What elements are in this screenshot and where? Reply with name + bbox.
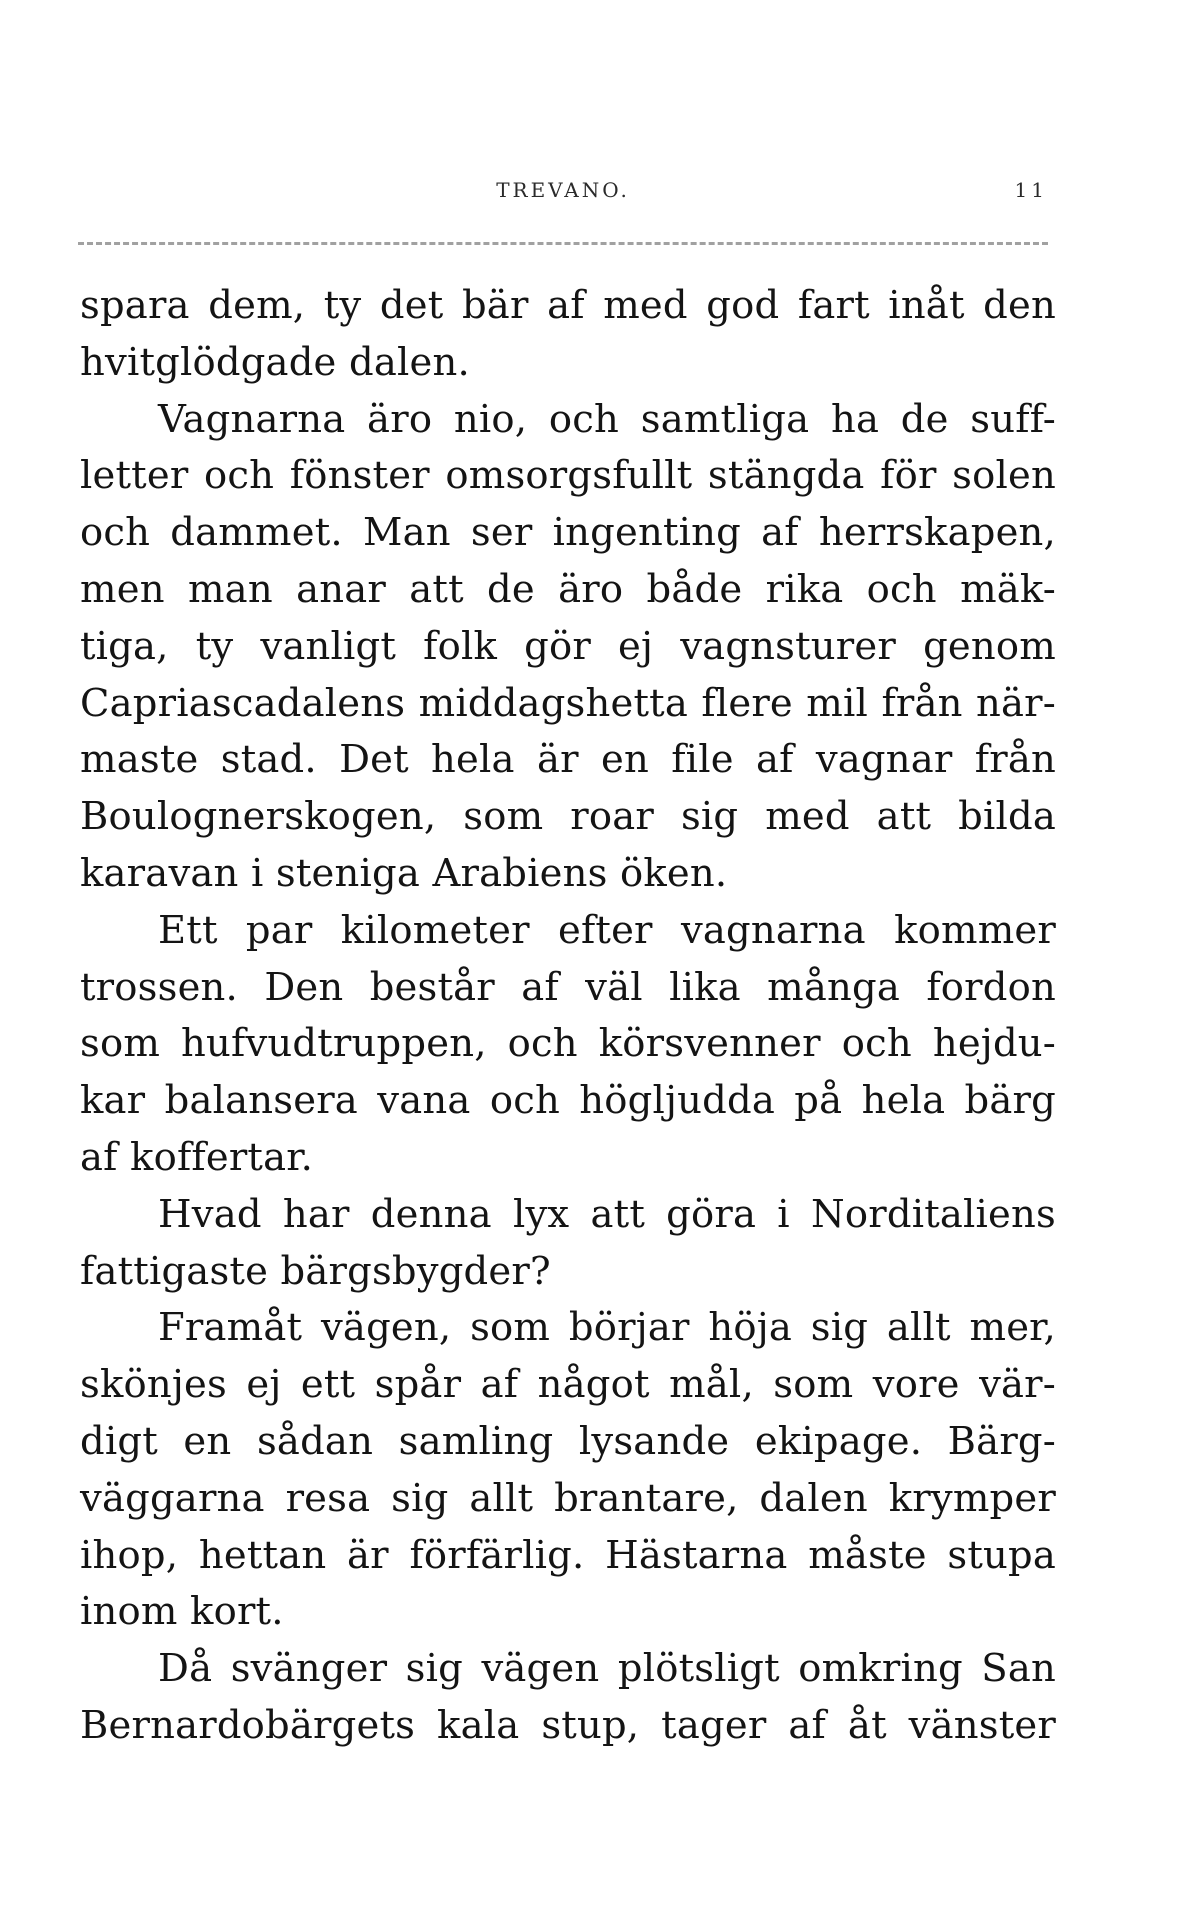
- page-number: 11: [1014, 178, 1048, 202]
- text-line: kar balansera vana och högljudda på hela bärg: [80, 1078, 1056, 1124]
- text-line: hvitglödgade dalen.: [80, 339, 470, 385]
- text-line: tiga, ty vanligt folk gör ej vagnsturer genom: [80, 623, 1056, 669]
- text-line: Capriascadalens middagshetta flere mil från när-: [80, 680, 1056, 726]
- text-line: spara dem, ty det bär af med god fart inåt den: [80, 283, 1056, 328]
- body-text: [80, 278, 1056, 1755]
- text-line: ihop, hettan är förfärlig. Hästarna måste stupa: [80, 1532, 1056, 1578]
- running-title: TREVANO.: [496, 178, 630, 202]
- text-line: inom kort.: [80, 1589, 284, 1635]
- text-line: men man anar att de äro både rika och mäk-: [80, 566, 1056, 612]
- text-line: karavan i steniga Arabiens öken.: [80, 850, 728, 896]
- text-line: som hufvudtruppen, och körsvenner och hejdu-: [80, 1021, 1056, 1067]
- text-line: väggarna resa sig allt brantare, dalen krymper: [80, 1475, 1056, 1521]
- text-line: letter och fönster omsorgsfullt stängda för solen: [80, 453, 1056, 499]
- text-line: Framåt vägen, som börjar höja sig allt mer,: [158, 1305, 1056, 1351]
- text-line: och dammet. Man ser ingenting af herrskapen,: [80, 510, 1056, 556]
- text-line: skönjes ej ett spår af något mål, som vore vär-: [80, 1362, 1056, 1408]
- text-line: trossen. Den består af väl lika många fordon: [80, 964, 1056, 1010]
- text-line: Boulognerskogen, som roar sig med att bilda: [80, 794, 1056, 840]
- text-line: Ett par kilometer efter vagnarna kommer: [158, 907, 1056, 953]
- text-line: fattigaste bärgsbygder?: [80, 1248, 551, 1294]
- text-line: maste stad. Det hela är en file af vagnar från: [80, 737, 1056, 783]
- text-line: Då svänger sig vägen plötsligt omkring San: [158, 1646, 1056, 1692]
- text-line: Hvad har denna lyx att göra i Norditaliens: [158, 1191, 1056, 1237]
- text-line: Vagnarna äro nio, och samtliga ha de suff-: [158, 396, 1056, 442]
- running-head: [78, 178, 1048, 212]
- text-line: Bernardobärgets kala stup, tager af åt vänster: [80, 1702, 1056, 1748]
- header-rule: [78, 242, 1048, 245]
- text-line: af koffertar.: [80, 1134, 314, 1180]
- text-line: digt en sådan samling lysande ekipage. Bärg-: [80, 1418, 1056, 1464]
